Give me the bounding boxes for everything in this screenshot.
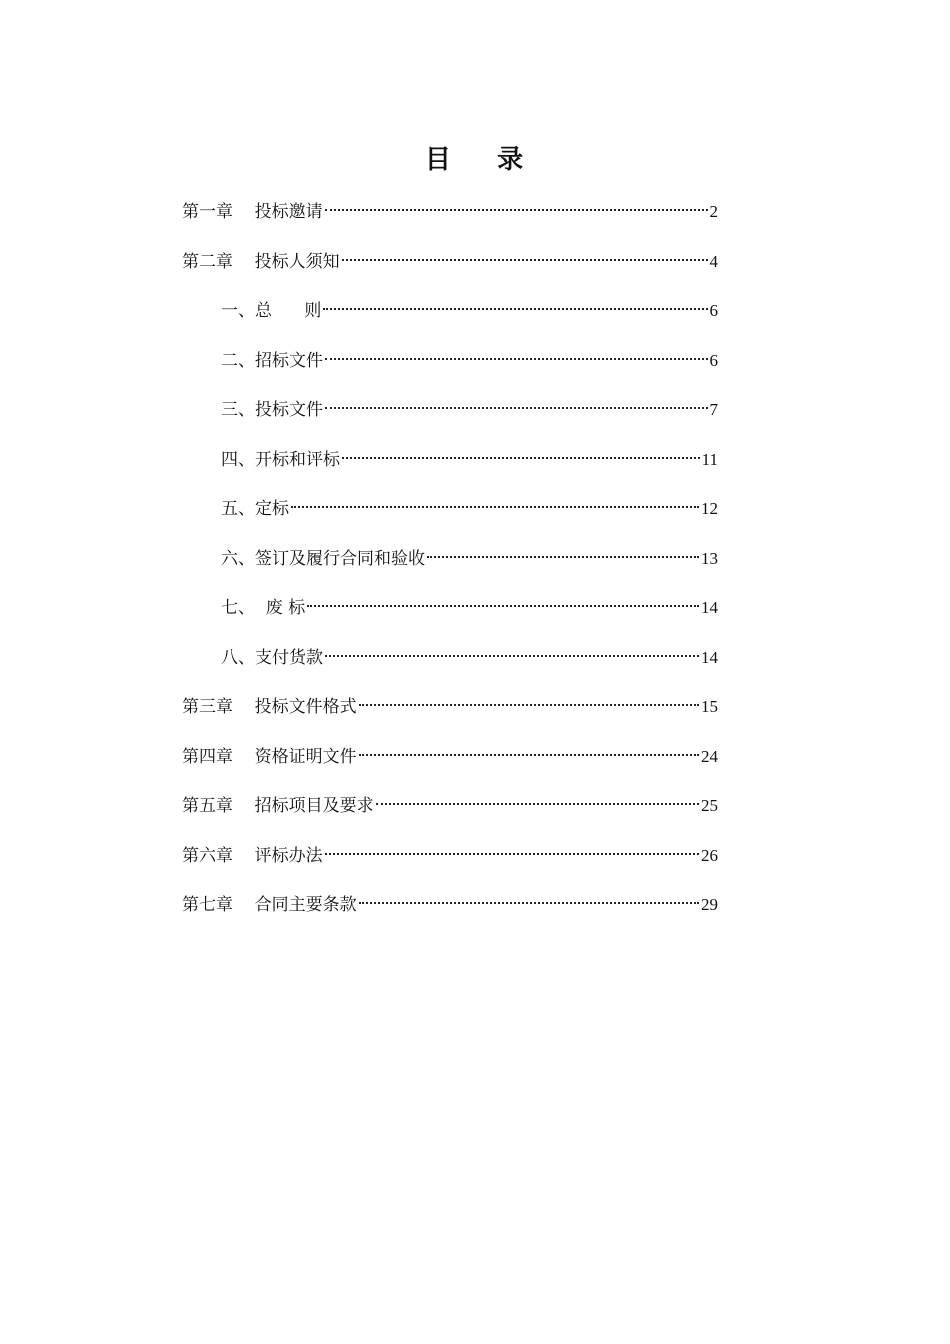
toc-dot-leader <box>325 655 699 657</box>
toc-dot-leader <box>359 704 699 706</box>
toc-entry[interactable] <box>182 840 718 890</box>
toc-entry-page-number: 14 <box>701 598 718 617</box>
toc-entry[interactable] <box>182 741 718 791</box>
toc-entry-page-number: 14 <box>701 647 718 667</box>
toc-entry-page-number: 13 <box>701 548 718 568</box>
toc-entry-label: 二、招标文件 <box>221 350 323 371</box>
toc-entry[interactable] <box>182 790 718 840</box>
toc-entry-label: 第六章 评标办法 <box>182 845 323 866</box>
toc-subentry[interactable] <box>182 345 718 395</box>
toc-subentry[interactable] <box>182 295 718 345</box>
toc-dot-leader <box>323 308 707 310</box>
toc-entry-label: 七、 废 标 <box>221 598 306 618</box>
toc-entry-page-number: 25 <box>701 796 718 815</box>
toc-entry-label: 第二章 投标人须知 <box>182 251 340 272</box>
toc-dot-leader <box>307 605 699 607</box>
toc-entry-page-number: 6 <box>709 350 718 370</box>
toc-entry-label: 六、签订及履行合同和验收 <box>221 548 425 569</box>
toc-dot-leader <box>342 457 700 459</box>
toc-entry-page-number: 24 <box>701 746 718 766</box>
toc-subentry[interactable] <box>182 543 718 593</box>
toc-entry-page-number: 7 <box>709 400 718 419</box>
toc-entry-page-number: 15 <box>701 697 718 716</box>
toc-entry-page-number: 4 <box>709 251 718 271</box>
toc-dot-leader <box>427 556 699 558</box>
toc-entry-page-number: 12 <box>701 499 718 518</box>
toc-entry-label: 四、开标和评标 <box>221 449 340 470</box>
toc-entry-label: 三、投标文件 <box>221 400 323 420</box>
toc-entry-label: 第三章 投标文件格式 <box>182 697 357 717</box>
toc-dot-leader <box>291 506 699 508</box>
toc-entry-label: 第七章 合同主要条款 <box>182 895 357 915</box>
toc-dot-leader <box>376 803 699 805</box>
toc-dot-leader <box>325 209 708 211</box>
toc-entry-label: 第一章 投标邀请 <box>182 202 323 222</box>
toc-entry-page-number: 29 <box>701 895 718 914</box>
toc-entry-label: 五、定标 <box>221 499 289 519</box>
toc-entry[interactable] <box>182 889 718 939</box>
toc-entry-page-number: 2 <box>709 202 718 221</box>
toc-entry-label: 第四章 资格证明文件 <box>182 746 357 767</box>
toc-dot-leader <box>325 853 699 855</box>
toc-entry-label: 八、支付货款 <box>221 647 323 668</box>
toc-entry-page-number: 26 <box>701 845 718 865</box>
toc-dot-leader <box>325 407 708 409</box>
toc-subentry[interactable] <box>182 592 718 642</box>
toc-title: 目 录 <box>424 145 526 175</box>
toc-subentry[interactable] <box>182 444 718 494</box>
toc-dot-leader <box>359 754 699 756</box>
table-of-contents <box>182 196 718 939</box>
toc-entry[interactable] <box>182 691 718 741</box>
toc-entry-label: 第五章 招标项目及要求 <box>182 796 374 816</box>
toc-subentry[interactable] <box>182 642 718 692</box>
toc-entry[interactable] <box>182 246 718 296</box>
toc-entry-label: 一、总 则 <box>221 301 322 321</box>
toc-dot-leader <box>342 259 708 261</box>
toc-subentry[interactable] <box>182 493 718 543</box>
toc-entry-page-number: 11 <box>701 449 718 469</box>
toc-entry-page-number: 6 <box>709 301 718 320</box>
toc-dot-leader <box>359 902 699 904</box>
toc-entry[interactable] <box>182 196 718 246</box>
toc-dot-leader <box>325 358 708 360</box>
toc-subentry[interactable] <box>182 394 718 444</box>
